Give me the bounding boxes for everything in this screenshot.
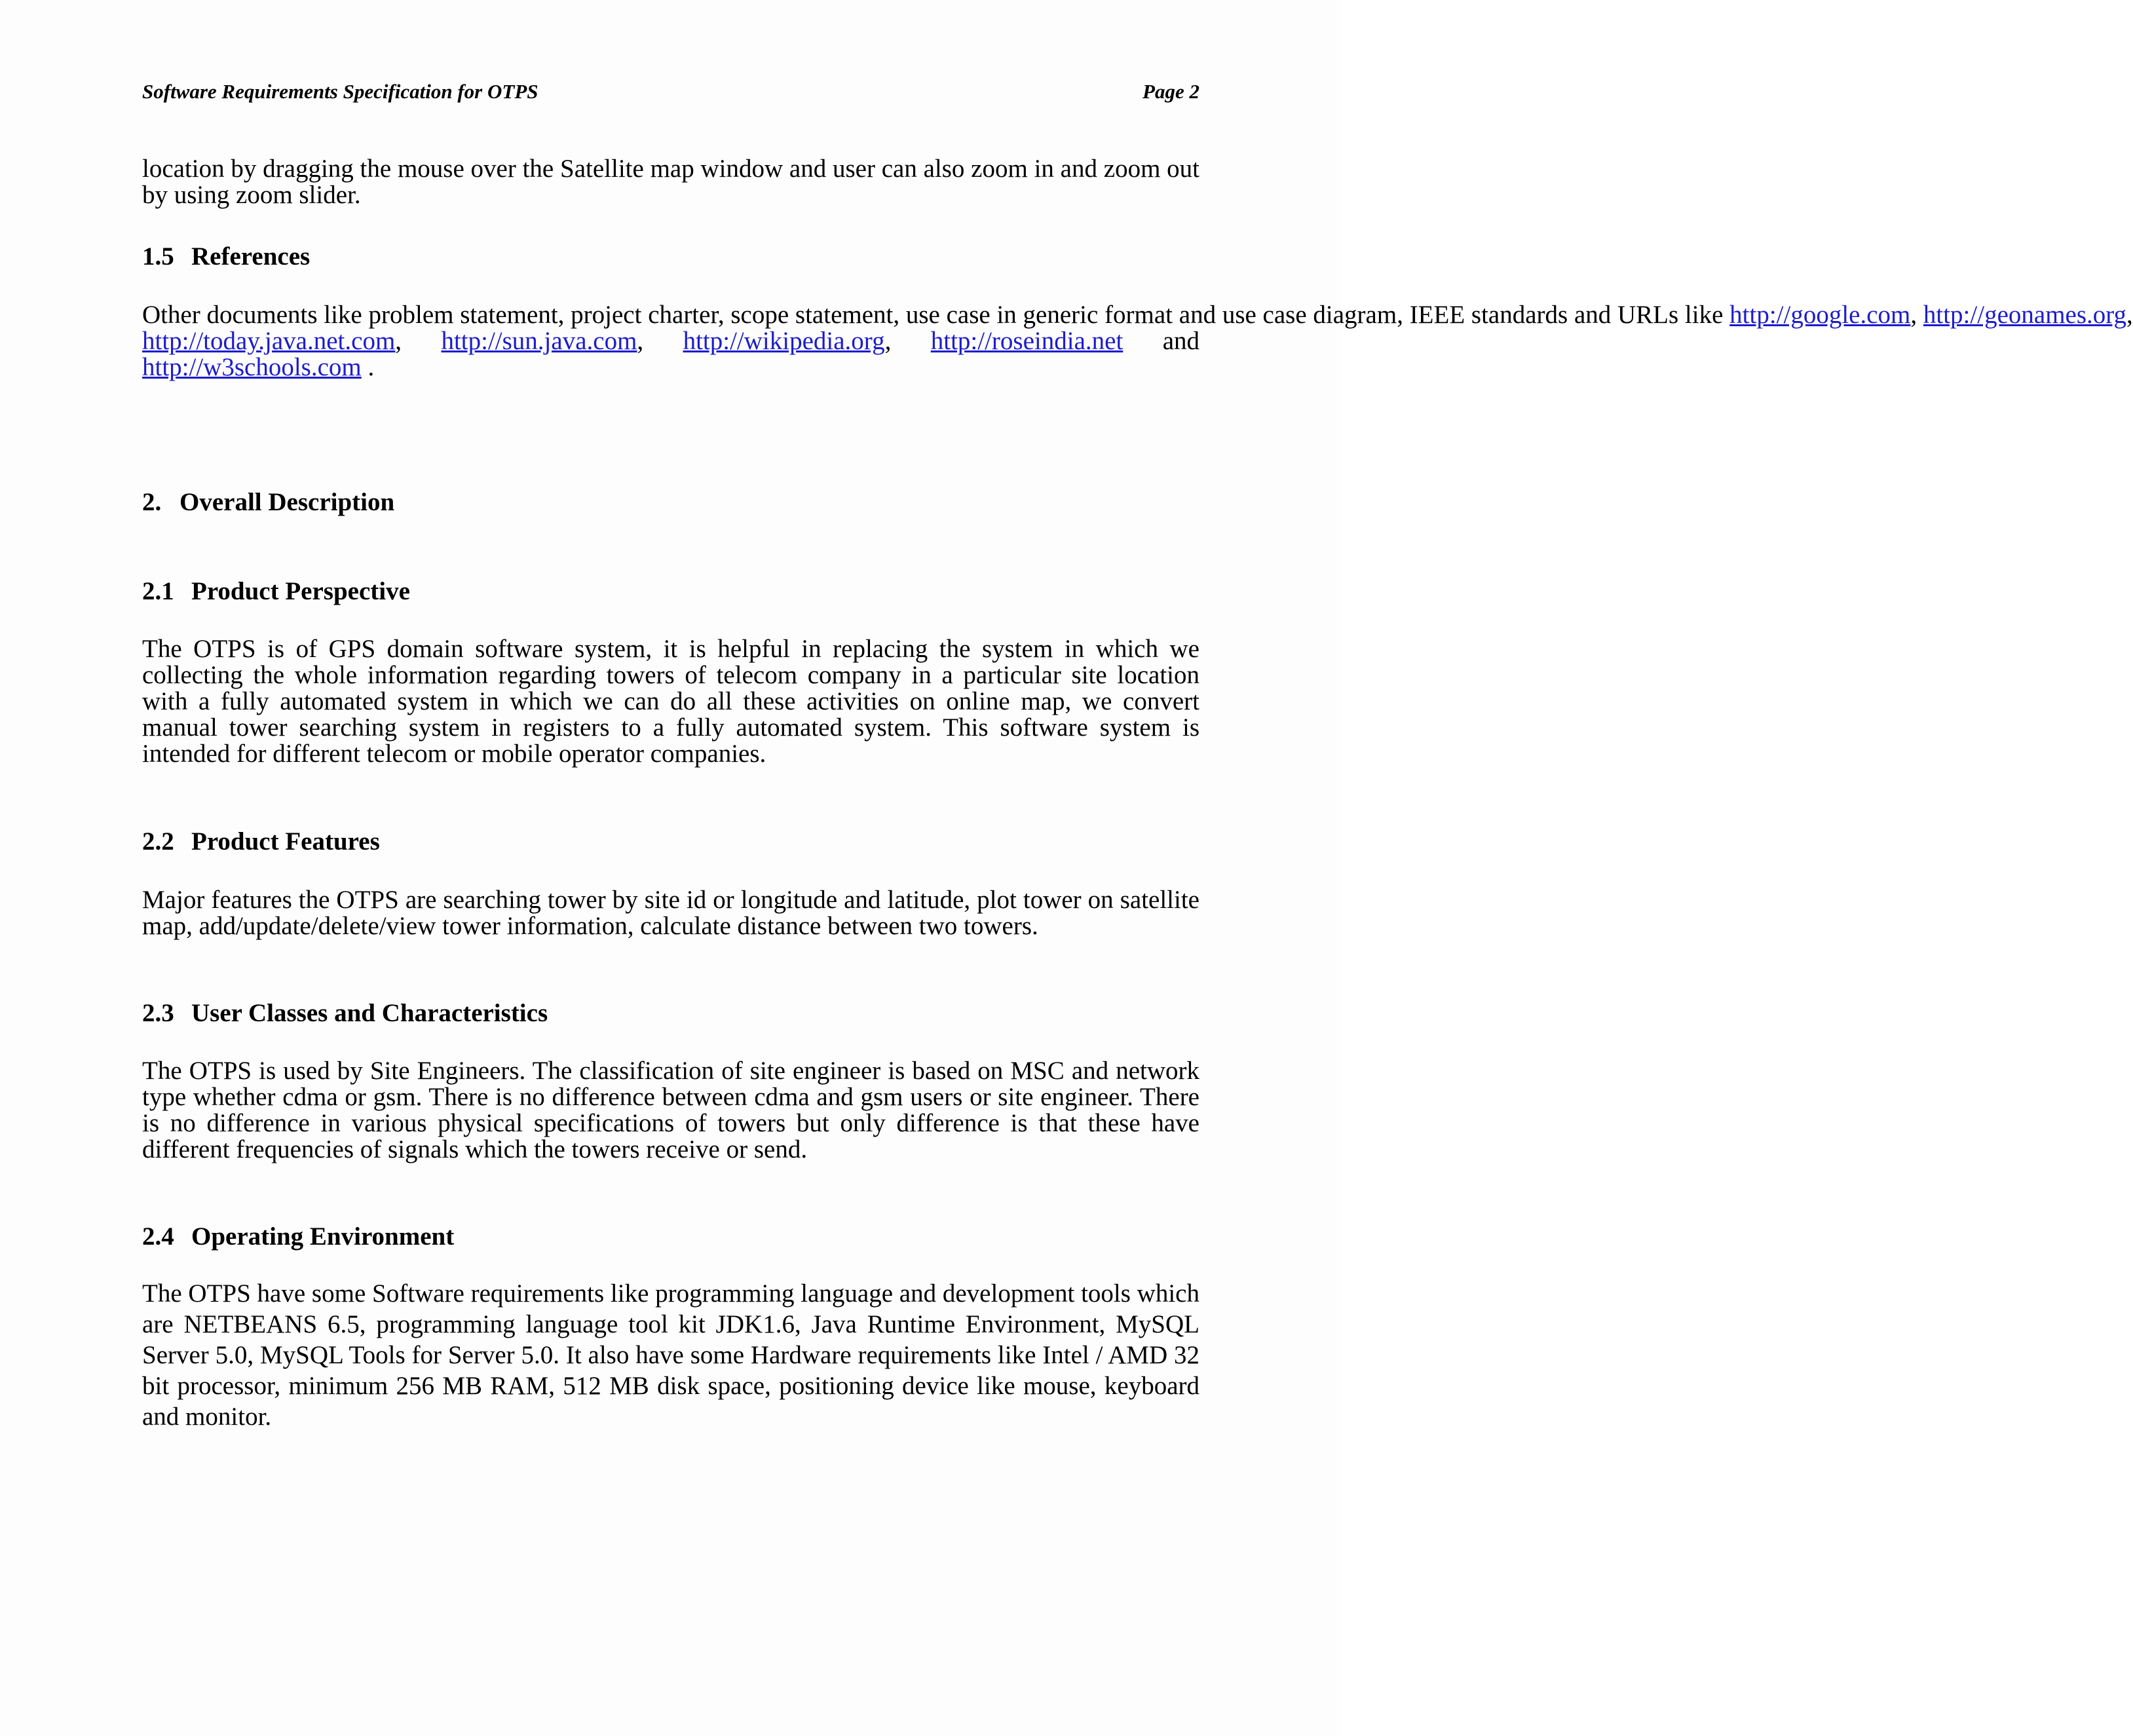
section-number: 2.1 <box>142 577 174 605</box>
product-perspective-paragraph: The OTPS is of GPS domain software system, it is helpful in replacing the system in which we collecting the whole information regarding towers of telecom company in a particular site location with a fully automated system in which we can do all these activities on online map, we convert manual tower searching system in registers to a fully automated system. This software system is intended for different telecom or mobile operator companies. <box>142 635 1199 768</box>
and-word: and <box>1162 327 1199 355</box>
section-title: User Classes and Characteristics <box>191 999 548 1027</box>
user-classes-paragraph: The OTPS is used by Site Engineers. The classification of site engineer is based on MSC and network type whether cdma or gsm. There is no difference between cdma and gsm users or site engineer. There is no difference in various physical specifications of towers but only difference is that these have different frequencies of signals which the towers receive or send. <box>142 1057 1199 1163</box>
link-sun-java[interactable]: http://sun.java.com <box>441 327 637 355</box>
references-line-2: http://today.java.net.com, http://sun.java.com, http://wikipedia.org, http://roseindia.net and <box>142 327 1199 355</box>
product-features-paragraph: Major features the OTPS are searching tower by site id or longitude and latitude, plot tower on satellite map, add/update/delete/view tower information, calculate distance between two towers. <box>142 886 1199 940</box>
link-roseindia[interactable]: http://roseindia.net <box>930 327 1123 355</box>
references-paragraph <box>142 301 2133 381</box>
user-classes-heading <box>142 999 548 1028</box>
references-text: Other documents like problem statement, project charter, scope statement, use case in generic format and use case diagram, IEEE standards and URLs like <box>142 301 1724 329</box>
section-title: Operating Environment <box>191 1222 455 1251</box>
references-line-1: Other documents like problem statement, project charter, scope statement, use case in generic format and use case diagram, IEEE standards and URLs like http://google.com, http://geonames.org, <box>142 301 2133 329</box>
section-number: 2.2 <box>142 827 174 856</box>
section-number: 2.4 <box>142 1222 174 1251</box>
link-wikipedia[interactable]: http://wikipedia.org <box>683 327 885 355</box>
operating-environment-heading <box>142 1222 454 1251</box>
product-perspective-heading <box>142 577 410 606</box>
header-title: Software Requirements Specification for OTPS <box>142 80 538 103</box>
header-page-number: Page 2 <box>1142 80 1199 103</box>
link-w3schools[interactable]: http://w3schools.com <box>142 353 362 381</box>
section-number: 2. <box>142 488 162 516</box>
section-title: Product Perspective <box>191 577 410 605</box>
overall-description-heading <box>142 488 394 517</box>
section-number: 1.5 <box>142 242 174 271</box>
link-google[interactable]: http://google.com <box>1729 301 1911 329</box>
references-line-3: http://w3schools.com . <box>142 353 375 381</box>
page-header <box>142 79 1199 105</box>
section-title: Overall Description <box>179 488 395 516</box>
intro-paragraph: location by dragging the mouse over the Satellite map window and user can also zoom in and zoom out by using zoom slider. <box>142 155 1199 209</box>
link-geonames[interactable]: http://geonames.org <box>1923 301 2127 329</box>
section-title: References <box>191 242 311 271</box>
section-number: 2.3 <box>142 999 174 1027</box>
section-title: Product Features <box>191 827 380 856</box>
link-today-java[interactable]: http://today.java.net.com <box>142 327 396 355</box>
references-heading <box>142 242 310 271</box>
product-features-heading <box>142 827 380 856</box>
operating-environment-paragraph: The OTPS have some Software requirements like programming language and development tools which are NETBEANS 6.5, programming language tool kit JDK1.6, Java Runtime Environment, MySQL Server 5.0, MySQL Tools for Server 5.0. It also have some Hardware requirements like Intel / AMD 32 bit processor, minimum 256 MB RAM, 512 MB disk space, positioning device like mouse, keyboard and monitor. <box>142 1279 1199 1431</box>
